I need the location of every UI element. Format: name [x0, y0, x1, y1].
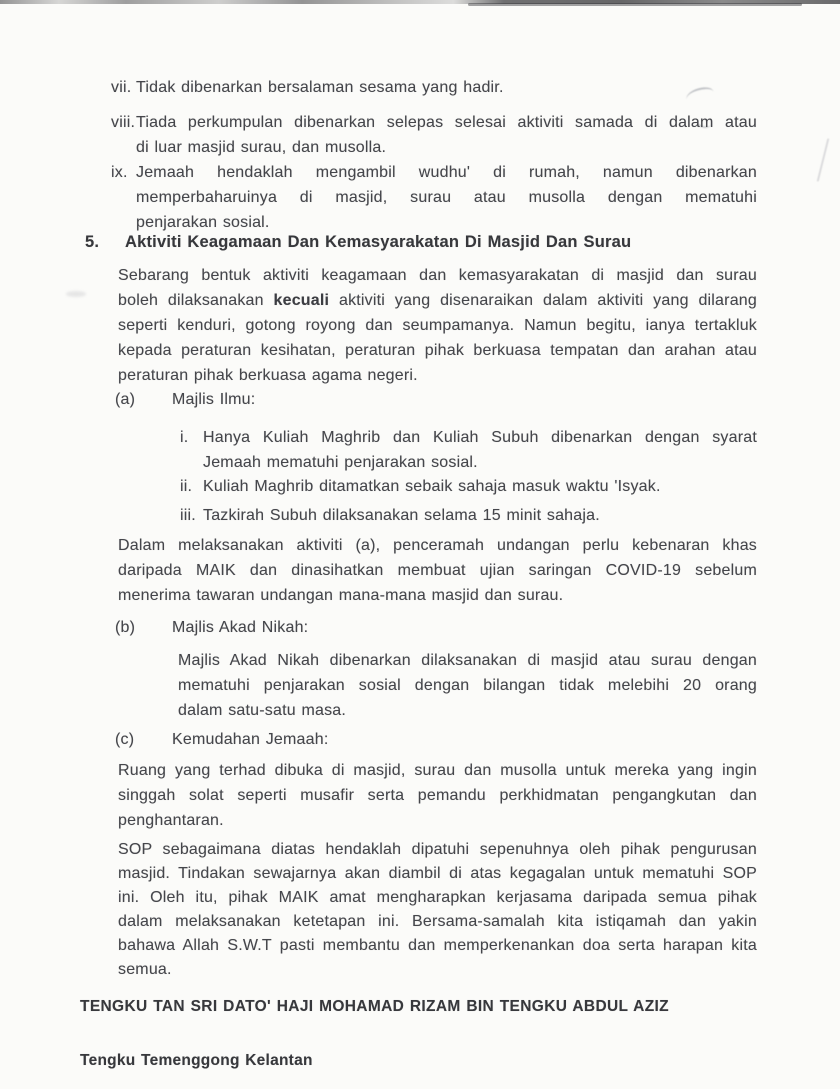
text-line: Jemaah mematuhi penjarakan sosial. — [203, 454, 478, 471]
text-line: Ruang yang terhad dibuka di masjid, surau dan musolla untuk mereka yang ingin — [118, 762, 757, 779]
section-number: 5. — [85, 233, 100, 251]
list-item-vii — [111, 75, 757, 100]
list-item-text — [136, 110, 757, 160]
text-line: memperbaharuinya di masjid, surau atau musolla dengan mematuhi — [136, 189, 757, 206]
text-line: Hanya Kuliah Maghrib dan Kuliah Subuh dibenarkan dengan syarat — [203, 429, 757, 446]
list-item-ix — [111, 160, 757, 235]
closing-paragraph — [118, 838, 757, 982]
list-item-viii — [111, 110, 757, 160]
text-line: Jemaah hendaklah mengambil wudhu' di rumah, namun dibenarkan — [136, 164, 757, 181]
text-line: daripada MAIK dan dinasihatkan membuat ujian saringan COVID-19 sebelum — [118, 562, 757, 579]
text-line: Majlis Akad Nikah dibenarkan dilaksanakan di masjid atau surau dengan — [178, 652, 757, 669]
subsection-b-paragraph — [178, 648, 757, 723]
section-title: Aktiviti Keagamaan Dan Kemasyarakatan Di Masjid Dan Surau — [125, 233, 632, 251]
subsection-label: (a) — [115, 391, 136, 408]
text-line: menerima tawaran undangan mana-mana masjid dan surau. — [118, 587, 564, 604]
text-line: mematuhi penjarakan sosial dengan bilangan tidak melebihi 20 orang — [178, 677, 757, 694]
text-line: masjid. Tindakan sewajarnya akan diambil di atas kegagalan untuk mematuhi SOP — [118, 865, 757, 882]
text-line: kepada peraturan kesihatan, peraturan pihak berkuasa tempatan dan arahan atau — [118, 342, 757, 359]
list-item-text — [136, 75, 757, 100]
text-line: singgah solat seperti musafir serta pemandu perkhidmatan pengangkutan dan — [118, 787, 757, 804]
text-line: seperti kenduri, gotong royong dan seumpamanya. Namun begitu, ianya tertakluk — [118, 317, 757, 334]
text-line: boleh dilaksanakan kecuali aktiviti yang disenaraikan dalam aktiviti yang dilarang — [118, 292, 757, 309]
text-line: SOP sebagaimana diatas hendaklah dipatuhi sepenuhnya oleh pihak pengurusan — [118, 841, 757, 858]
subsection-title: Majlis Ilmu: — [172, 391, 256, 408]
signatory-name: TENGKU TAN SRI DATO' HAJI MOHAMAD RIZAM BIN TENGKU ABDUL AZIZ — [80, 998, 669, 1015]
sub-list-item-iii — [180, 503, 757, 528]
list-marker: iii. — [180, 507, 196, 524]
list-marker: ix. — [111, 164, 128, 181]
subsection-c-row — [115, 727, 755, 752]
subsection-label: (c) — [115, 731, 135, 748]
list-marker: i. — [180, 429, 189, 446]
scan-smudge-artifact — [66, 291, 86, 297]
subsection-b-row — [115, 615, 755, 640]
text-line: penjarakan sosial. — [136, 214, 270, 231]
text-line: penghantaran. — [118, 812, 224, 829]
signatory-title: Tengku Temenggong Kelantan — [80, 1052, 313, 1069]
subsection-title: Kemudahan Jemaah: — [172, 731, 329, 748]
text-line: Tazkirah Subuh dilaksanakan selama 15 minit sahaja. — [203, 507, 600, 524]
subsection-a-note-paragraph — [118, 533, 757, 608]
text-line: Tidak dibenarkan bersalaman sesama yang hadir. — [136, 79, 504, 96]
subsection-a-row — [115, 387, 755, 412]
text-line: dalam satu-satu masa. — [178, 702, 347, 719]
text-line: peraturan pihak berkuasa agama negeri. — [118, 367, 418, 384]
text-line: Dalam melaksanakan aktiviti (a), penceramah undangan perlu kebenaran khas — [118, 537, 757, 554]
list-item-text — [203, 425, 757, 475]
sub-list-item-i — [180, 425, 757, 475]
list-item-text — [203, 474, 757, 499]
sub-list-item-ii — [180, 474, 757, 499]
text-line: semua. — [118, 961, 172, 978]
text-line: di luar masjid surau, dan musolla. — [136, 139, 387, 156]
text-line: Tiada perkumpulan dibenarkan selepas selesai aktiviti samada di dalam atau — [136, 114, 757, 131]
section-intro-paragraph — [118, 263, 757, 388]
scan-edge-artifact — [468, 3, 802, 6]
text-line: Sebarang bentuk aktiviti keagamaan dan kemasyarakatan di masjid dan surau — [118, 267, 757, 284]
text-line: Kuliah Maghrib ditamatkan sebaik sahaja masuk waktu 'Isyak. — [203, 478, 661, 495]
list-item-text — [136, 160, 757, 235]
list-marker: ii. — [180, 478, 193, 495]
section-heading — [85, 230, 765, 255]
subsection-c-paragraph — [118, 758, 757, 833]
list-marker: vii. — [111, 79, 132, 96]
scan-streak-artifact — [817, 138, 830, 181]
subsection-label: (b) — [115, 619, 136, 636]
list-marker: viii. — [111, 114, 136, 131]
text-line: ini. Oleh itu, pihak MAIK amat mengharapkan kerjasama daripada semua pihak — [118, 889, 757, 906]
list-item-text — [203, 503, 757, 528]
text-line: dalam melaksanakan ketetapan ini. Bersama-samalah kita istiqamah dan yakin — [118, 913, 757, 930]
bold-emphasis: kecuali — [273, 292, 330, 309]
text-line: bahawa Allah S.W.T pasti membantu dan memperkenankan doa serta harapan kita — [118, 937, 757, 954]
subsection-title: Majlis Akad Nikah: — [172, 619, 309, 636]
